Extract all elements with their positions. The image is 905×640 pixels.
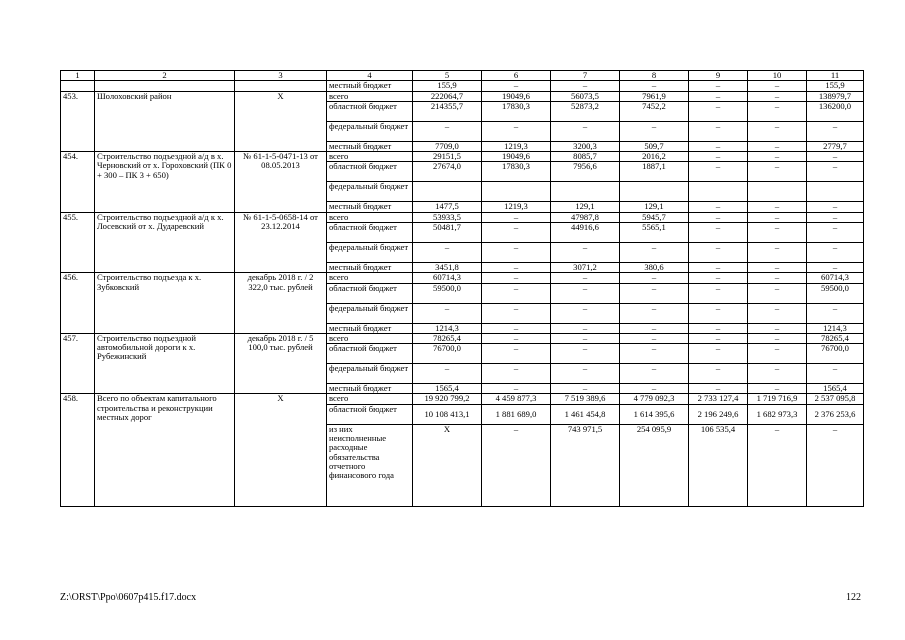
value-cell: 76700,0 xyxy=(807,344,864,364)
budget-type: местный бюджет xyxy=(327,323,413,333)
row-number: 457. xyxy=(61,333,95,394)
file-path: Z:\ORST\Ppo\0607p415.f17.docx xyxy=(60,592,197,603)
value-cell: 380,6 xyxy=(620,262,689,272)
project-document: № 61-1-5-0658-14 от 23.12.2014 xyxy=(235,212,327,273)
value-cell: – xyxy=(482,273,551,283)
value-cell: – xyxy=(620,81,689,91)
value-cell: 60714,3 xyxy=(413,273,482,283)
value-cell: 78265,4 xyxy=(807,333,864,343)
budget-type: местный бюджет xyxy=(327,384,413,394)
value-cell: 3200,3 xyxy=(551,141,620,151)
value-cell: 254 095,9 xyxy=(620,424,689,506)
value-cell: 1477,5 xyxy=(413,202,482,212)
budget-type: местный бюджет xyxy=(327,202,413,212)
value-cell: – xyxy=(413,364,482,384)
value-cell: – xyxy=(748,303,807,323)
value-cell: – xyxy=(689,303,748,323)
value-cell: – xyxy=(807,222,864,242)
value-cell: – xyxy=(551,121,620,141)
value-cell: 53933,5 xyxy=(413,212,482,222)
value-cell: – xyxy=(551,273,620,283)
value-cell: – xyxy=(551,344,620,364)
table-row xyxy=(61,273,864,283)
value-cell: – xyxy=(748,262,807,272)
table-row xyxy=(61,333,864,343)
value-cell: – xyxy=(807,242,864,262)
value-cell: – xyxy=(482,424,551,506)
value-cell: – xyxy=(689,162,748,182)
column-number-7: 7 xyxy=(551,71,620,81)
object-name: Всего по объектам капитального строительства и реконструкции местных дорог xyxy=(95,394,235,506)
value-cell: 2016,2 xyxy=(620,152,689,162)
table-row xyxy=(61,212,864,222)
value-cell: – xyxy=(551,333,620,343)
value-cell: – xyxy=(748,212,807,222)
value-cell: – xyxy=(689,283,748,303)
value-cell: – xyxy=(748,273,807,283)
budget-type: всего xyxy=(327,91,413,101)
value-cell: 7 519 389,6 xyxy=(551,394,620,404)
value-cell: Х xyxy=(413,424,482,506)
value-cell: 1219,3 xyxy=(482,202,551,212)
budget-type: областной бюджет xyxy=(327,344,413,364)
value-cell: 509,7 xyxy=(620,141,689,151)
budget-type: всего xyxy=(327,152,413,162)
object-name: Строительство подъезда к х. Зубковский xyxy=(95,273,235,334)
value-cell: – xyxy=(482,262,551,272)
empty-cell xyxy=(95,81,235,91)
row-number: 453. xyxy=(61,91,95,152)
column-number-9: 9 xyxy=(689,71,748,81)
budget-type: всего xyxy=(327,394,413,404)
value-cell: – xyxy=(620,364,689,384)
column-number-8: 8 xyxy=(620,71,689,81)
value-cell: – xyxy=(482,222,551,242)
project-document: Х xyxy=(235,394,327,506)
value-cell: – xyxy=(620,303,689,323)
row-number: 455. xyxy=(61,212,95,273)
value-cell: 7452,2 xyxy=(620,101,689,121)
value-cell xyxy=(748,182,807,202)
empty-cell xyxy=(61,81,95,91)
value-cell: 59500,0 xyxy=(413,283,482,303)
value-cell: 27674,0 xyxy=(413,162,482,182)
value-cell: 2779,7 xyxy=(807,141,864,151)
value-cell: 78265,4 xyxy=(413,333,482,343)
value-cell: 52873,2 xyxy=(551,101,620,121)
value-cell: – xyxy=(807,152,864,162)
value-cell: 17830,3 xyxy=(482,101,551,121)
value-cell: – xyxy=(620,273,689,283)
value-cell: 1 461 454,8 xyxy=(551,404,620,424)
budget-type: из них неисполненные расходные обязательства отчетного финансового года xyxy=(327,424,413,506)
value-cell: – xyxy=(807,424,864,506)
value-cell: – xyxy=(551,81,620,91)
budget-type: областной бюджет xyxy=(327,222,413,242)
value-cell: – xyxy=(689,81,748,91)
value-cell: – xyxy=(748,323,807,333)
value-cell: – xyxy=(689,323,748,333)
value-cell: 1565,4 xyxy=(413,384,482,394)
value-cell: 8085,7 xyxy=(551,152,620,162)
column-number-2: 2 xyxy=(95,71,235,81)
value-cell: 59500,0 xyxy=(807,283,864,303)
column-number-5: 5 xyxy=(413,71,482,81)
value-cell: 1219,3 xyxy=(482,141,551,151)
value-cell: – xyxy=(689,364,748,384)
value-cell: 29151,5 xyxy=(413,152,482,162)
row-number: 458. xyxy=(61,394,95,506)
value-cell: – xyxy=(748,152,807,162)
budget-type: местный бюджет xyxy=(327,81,413,91)
value-cell: – xyxy=(482,364,551,384)
value-cell: 2 733 127,4 xyxy=(689,394,748,404)
value-cell: 19049,6 xyxy=(482,91,551,101)
value-cell: – xyxy=(482,121,551,141)
value-cell: – xyxy=(482,212,551,222)
page-number: 122 xyxy=(846,592,861,603)
value-cell: 76700,0 xyxy=(413,344,482,364)
value-cell: – xyxy=(748,91,807,101)
value-cell: – xyxy=(551,384,620,394)
value-cell: – xyxy=(689,273,748,283)
budget-type: областной бюджет xyxy=(327,101,413,121)
value-cell: 50481,7 xyxy=(413,222,482,242)
value-cell: – xyxy=(551,283,620,303)
value-cell: 1 881 689,0 xyxy=(482,404,551,424)
value-cell: – xyxy=(748,333,807,343)
value-cell: – xyxy=(620,121,689,141)
value-cell: – xyxy=(807,303,864,323)
value-cell: – xyxy=(620,323,689,333)
value-cell: – xyxy=(689,212,748,222)
value-cell: 19 920 799,2 xyxy=(413,394,482,404)
value-cell: – xyxy=(689,333,748,343)
budget-type: федеральный бюджет xyxy=(327,303,413,323)
object-name: Строительство подъездной автомобильной дороги к х. Рубежинский xyxy=(95,333,235,394)
value-cell: 222064,7 xyxy=(413,91,482,101)
value-cell: 44916,6 xyxy=(551,222,620,242)
value-cell: – xyxy=(620,283,689,303)
value-cell: 7956,6 xyxy=(551,162,620,182)
value-cell: 47987,8 xyxy=(551,212,620,222)
value-cell: – xyxy=(551,364,620,384)
value-cell: 56073,5 xyxy=(551,91,620,101)
value-cell: 1 682 973,3 xyxy=(748,404,807,424)
value-cell: – xyxy=(620,344,689,364)
value-cell: 3451,8 xyxy=(413,262,482,272)
object-name: Строительство подъездной а/д в х. Черновский от х. Гороховский (ПК 0 + 300 – ПК 3 + 650) xyxy=(95,152,235,213)
column-number-6: 6 xyxy=(482,71,551,81)
table-row xyxy=(61,91,864,101)
empty-cell xyxy=(235,81,327,91)
value-cell: – xyxy=(748,101,807,121)
value-cell: – xyxy=(807,262,864,272)
value-cell: – xyxy=(748,222,807,242)
value-cell xyxy=(482,182,551,202)
table-row xyxy=(61,152,864,162)
value-cell: 17830,3 xyxy=(482,162,551,182)
value-cell xyxy=(689,182,748,202)
project-document: декабрь 2018 г. / 2 322,0 тыс. рублей xyxy=(235,273,327,334)
value-cell: – xyxy=(689,141,748,151)
row-number: 454. xyxy=(61,152,95,213)
value-cell: – xyxy=(689,222,748,242)
value-cell: 4 459 877,3 xyxy=(482,394,551,404)
value-cell xyxy=(807,182,864,202)
value-cell: – xyxy=(689,202,748,212)
value-cell: 19049,6 xyxy=(482,152,551,162)
value-cell: 1214,3 xyxy=(807,323,864,333)
budget-type: всего xyxy=(327,333,413,343)
project-document: № 61-1-5-0471-13 от 08.05.2013 xyxy=(235,152,327,213)
value-cell: – xyxy=(748,81,807,91)
value-cell: – xyxy=(413,242,482,262)
value-cell: 2 196 249,6 xyxy=(689,404,748,424)
project-document: декабрь 2018 г. / 5 100,0 тыс. рублей xyxy=(235,333,327,394)
value-cell: – xyxy=(551,303,620,323)
value-cell: – xyxy=(748,202,807,212)
value-cell: – xyxy=(482,333,551,343)
value-cell: 138979,7 xyxy=(807,91,864,101)
value-cell: – xyxy=(748,162,807,182)
value-cell: 2 537 095,8 xyxy=(807,394,864,404)
value-cell: – xyxy=(482,344,551,364)
value-cell: – xyxy=(807,202,864,212)
value-cell xyxy=(413,182,482,202)
value-cell: 5565,1 xyxy=(620,222,689,242)
object-name: Строительство подъездной а/д к х. Лосевский от х. Дударевский xyxy=(95,212,235,273)
value-cell: – xyxy=(689,91,748,101)
value-cell: – xyxy=(807,364,864,384)
budget-type: федеральный бюджет xyxy=(327,121,413,141)
value-cell: 106 535,4 xyxy=(689,424,748,506)
budget-type: местный бюджет xyxy=(327,141,413,151)
budget-type: федеральный бюджет xyxy=(327,364,413,384)
value-cell: – xyxy=(689,344,748,364)
value-cell: – xyxy=(482,303,551,323)
value-cell: 7961,9 xyxy=(620,91,689,101)
budget-type: всего xyxy=(327,273,413,283)
value-cell: 136200,0 xyxy=(807,101,864,121)
value-cell: – xyxy=(620,333,689,343)
value-cell: 129,1 xyxy=(551,202,620,212)
project-document: Х xyxy=(235,91,327,152)
budget-type: областной бюджет xyxy=(327,404,413,424)
budget-type: областной бюджет xyxy=(327,283,413,303)
value-cell: – xyxy=(482,81,551,91)
value-cell: – xyxy=(620,242,689,262)
budget-type: местный бюджет xyxy=(327,262,413,272)
budget-type: федеральный бюджет xyxy=(327,242,413,262)
value-cell: – xyxy=(748,121,807,141)
value-cell: 743 971,5 xyxy=(551,424,620,506)
column-number-3: 3 xyxy=(235,71,327,81)
table-row xyxy=(61,394,864,404)
value-cell: 2 376 253,6 xyxy=(807,404,864,424)
value-cell: 1 719 716,9 xyxy=(748,394,807,404)
value-cell: 7709,0 xyxy=(413,141,482,151)
column-number-10: 10 xyxy=(748,71,807,81)
value-cell: – xyxy=(551,323,620,333)
value-cell: – xyxy=(482,323,551,333)
value-cell: 4 779 092,3 xyxy=(620,394,689,404)
value-cell: – xyxy=(551,242,620,262)
value-cell: 1887,1 xyxy=(620,162,689,182)
value-cell: – xyxy=(807,212,864,222)
value-cell: – xyxy=(689,121,748,141)
value-cell: – xyxy=(807,162,864,182)
value-cell: – xyxy=(807,121,864,141)
value-cell: – xyxy=(748,364,807,384)
value-cell: – xyxy=(689,262,748,272)
value-cell: – xyxy=(748,384,807,394)
object-name: Шолоховский район xyxy=(95,91,235,152)
value-cell: – xyxy=(413,121,482,141)
value-cell: 214355,7 xyxy=(413,101,482,121)
budget-type: областной бюджет xyxy=(327,162,413,182)
value-cell: 60714,3 xyxy=(807,273,864,283)
value-cell: 1214,3 xyxy=(413,323,482,333)
table-row xyxy=(61,81,864,91)
header-row xyxy=(61,71,864,81)
value-cell: 1 614 395,6 xyxy=(620,404,689,424)
value-cell: 5945,7 xyxy=(620,212,689,222)
value-cell: 129,1 xyxy=(620,202,689,212)
value-cell: 155,9 xyxy=(807,81,864,91)
value-cell: 1565,4 xyxy=(807,384,864,394)
value-cell: – xyxy=(482,384,551,394)
value-cell: – xyxy=(482,283,551,303)
value-cell: – xyxy=(748,141,807,151)
value-cell: 155,9 xyxy=(413,81,482,91)
value-cell: – xyxy=(620,384,689,394)
value-cell: – xyxy=(748,283,807,303)
value-cell: – xyxy=(482,242,551,262)
value-cell: 3071,2 xyxy=(551,262,620,272)
value-cell: – xyxy=(413,303,482,323)
value-cell xyxy=(551,182,620,202)
value-cell: – xyxy=(748,242,807,262)
value-cell: – xyxy=(748,424,807,506)
budget-type: всего xyxy=(327,212,413,222)
value-cell: – xyxy=(689,242,748,262)
column-number-1: 1 xyxy=(61,71,95,81)
column-number-11: 11 xyxy=(807,71,864,81)
value-cell: 10 108 413,1 xyxy=(413,404,482,424)
value-cell: – xyxy=(748,344,807,364)
value-cell: – xyxy=(689,101,748,121)
row-number: 456. xyxy=(61,273,95,334)
value-cell: – xyxy=(689,152,748,162)
value-cell: – xyxy=(689,384,748,394)
value-cell xyxy=(620,182,689,202)
budget-table xyxy=(60,70,864,507)
budget-type: федеральный бюджет xyxy=(327,182,413,202)
column-number-4: 4 xyxy=(327,71,413,81)
